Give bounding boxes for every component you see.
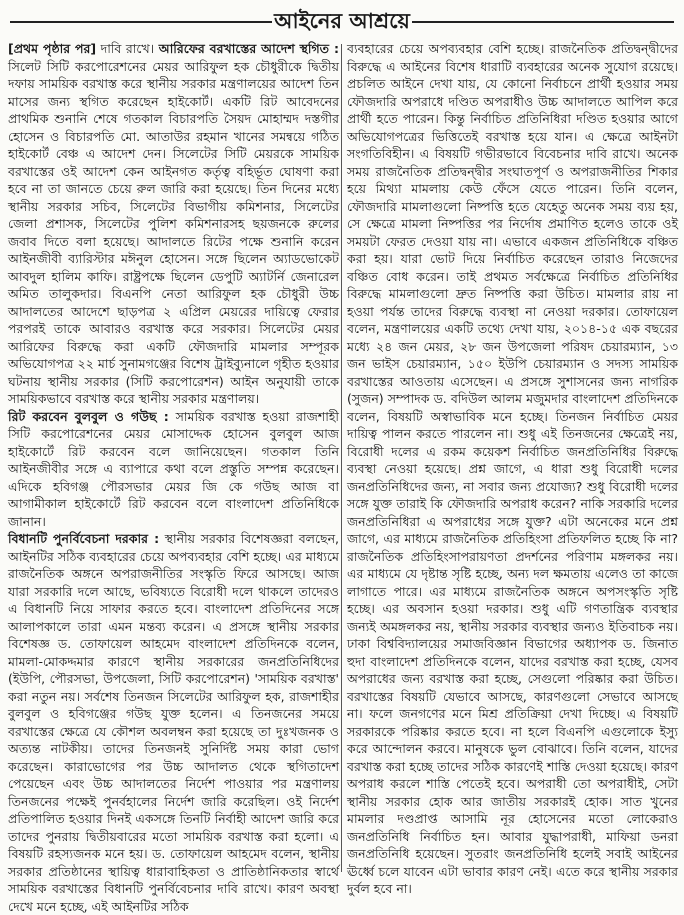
subhead-writ: রিট করবেন বুলবুল ও গউছ : xyxy=(8,408,169,424)
paragraph-writ: সাময়িক বরখাস্ত হওয়া রাজশাহী সিটি করপোরেশনের মেয়র মোসাদ্দেক হোসেন বুলবুল আজ হাইকোর্টে রিট করবেন বলে জানিয়েছেন। গতকাল তিনি আইনজীবীর সঙ্গে এ ব্যাপারে কথা বলে প্রস্তুতি সম্পন্ন করেছেন। এদিকে হবিগঞ্জ পৌরসভার মেয়র জি কে গউছ আজ বা আগামীকাল হাইকোর্টে রিট করবেন বলে বাংলাদেশ প্রতিনিধিকে জানান। xyxy=(8,408,339,529)
section-writ xyxy=(8,408,339,531)
subhead-arif-suspension-stayed: আরিফের বরখাস্তের আদেশ স্থগিত : xyxy=(158,41,339,56)
paragraph-right: ব্যবহারের চেয়ে অপব্যবহার বেশি হচ্ছে। রাজনৈতিক প্রতিদ্বন্দ্বীদের বিরুদ্ধে এ আইনের বিশেষ ধারাটি ব্যবহারের অনেক সুযোগ রয়েছে। প্রচলিত আইনে দেখা যায়, যে কোনো নির্বাচনে প্রার্থী হওয়ার সময় ফৌজদারি অপরাধে দণ্ডিত অপরাধীও উচ্চ আদালতে আপিল করে প্রার্থী হতে পারেন। কিন্তু নির্বাচিত প্রতিনিধিরা দণ্ডিত হওয়ার আগে অভিযোগপত্রের ভিত্তিতেই বরখাস্ত হয়ে যান। এ ক্ষেত্রে আইনটা সংগতিবিহীন। এ বিষয়টি গভীরভাবে বিবেচনার দাবি রাখে। অনেক সময় রাজনৈতিক প্রতিদ্বন্দ্বীর সংঘাতপূর্ণ ও অপরাজনীতির শিকার হয়ে মিথ্যা মামলায় কেউ ফেঁসে যেতে পারেন। তিনি বলেন, ফৌজদারি মামলাগুলো নিষ্পত্তি হতে যেহেতু অনেক সময় ব্যয় হয়, সে ক্ষেত্রে মামলা নিষ্পত্তির পর নির্দোষ প্রমাণিত হলেও তাকে ওই সময়টা ফেরত দেওয়া যায় না। এভাবে একজন প্রতিনিধিকে বঞ্চিত করা হয়। যারা ভোট দিয়ে নির্বাচিত করেছেন তারাও নিজেদের বঞ্চিত বোধ করেন। তাই প্রথমত সর্বক্ষেত্রে নির্বাচিত প্রতিনিধির বিরুদ্ধে মামলাগুলো দ্রুত নিষ্পত্তি করা উচিত। মামলার রায় না হওয়া পর্যন্ত তাদের বিরুদ্ধে ব্যবস্থা না নেওয়া দরকার। তোফায়েল বলেন, মন্ত্রণালয়ের একটি তথ্যে দেখা যায়, ২০১৪-১৫ এক বছরের মধ্যে ২৪ জন মেয়র, ২৮ জন উপজেলা পরিষদ চেয়ারম্যান, ১৩ জন ভাইস চেয়ারম্যান, ১৫০ ইউপি চেয়ারম্যান ও সদস্য সাময়িক বরখাস্তের আওতায় এসেছেন। এ প্রসঙ্গে সুশাসনের জন্য নাগরিক (সুজন) সম্পাদক ড. বদিউল আলম মজুমদার বাংলাদেশ প্রতিদিনকে বলেন, বিষয়টি অস্বাভাবিক মনে হচ্ছে। তিনজন নির্বাচিত মেয়র দায়িত্ব পালন করতে পারলেন না। শুধু এই তিনজনের ক্ষেত্রেই নয়, বিরোধী দলের এ রকম কয়েকশ নির্বাচিত জনপ্রতিনিধির বিরুদ্ধে ব্যবস্থা নেওয়া হয়েছে। প্রশ্ন জাগে, এ ধারা শুধু বিরোধী দলের জনপ্রতিনিধিদের জন্য, না সবার জন্য প্রযোজ্য? শুধু বিরোধী দলের সঙ্গে যুক্ত তারাই কি ফৌজদারি অপরাধ করেন? নাকি সরকারি দলের জনপ্রতিনিধিরা এ অপরাধের সঙ্গে যুক্ত? এটা অনেকের মনে প্রশ্ন জাগে, এর মাধ্যমে রাজনৈতিক প্রতিহিংসা প্রতিফলিত হচ্ছে কি না? রাজনৈতিক প্রতিহিংসাপরায়ণতা প্রদর্শনের পরিণাম মঙ্গলকর নয়। এর মাধ্যমে যে দৃষ্টান্ত সৃষ্টি হচ্ছে, অন্য দল ক্ষমতায় এলেও তা কাজে লাগাতে পারে। এর মাধ্যমে রাজনৈতিক অঙ্গনে অপসংস্কৃতি সৃষ্টি হচ্ছে। এর অবসান হওয়া দরকার। শুধু এটি গণতান্ত্রিক ব্যবস্থার জন্যই অমঙ্গলকর নয়, স্থানীয় সরকার ব্যবস্থার জন্যও ইতিবাচক নয়। ঢাকা বিশ্ববিদ্যালয়ের সমাজবিজ্ঞান বিভাগের অধ্যাপক ড. জিনাত হুদা বাংলাদেশ প্রতিদিনকে বলেন, যাদের বরখাস্ত করা হচ্ছে, যেসব অপরাধের জন্য বরখাস্ত করা হচ্ছে, সেগুলো পরিষ্কার করা উচিত। বরখাস্তের বিষয়টি যেভাবে আসছে, কারণগুলো সেভাবে আসছে না। ফলে জনগণের মনে মিশ্র প্রতিক্রিয়া দেখা দিচ্ছে। এ বিষয়টি সরকারকে পরিষ্কার করতে হবে। না হলে বিএনপি এগুলোকে ইস্যু করে আন্দোলন করবে। মানুষকে ভুল বোঝাবে। তিনি বলেন, যাদের বরখাস্ত করা হচ্ছে তাদের সঠিক কারণেই শাস্তি দেওয়া হয়েছে। কারণ অপরাধ করলে শাস্তি পেতেই হবে। অপরাধী তো অপরাধীই, সেটা স্থানীয় সরকার হোক আর জাতীয় সরকারই হোক। সাত খুনের মামলার দণ্ডপ্রাপ্ত আসামি নূর হোসেনের মতো লোকেরাও জনপ্রতিনিধি নির্বাচিত হন। আবার যুদ্ধাপরাধী, মাফিয়া ডনরা জনপ্রতিনিধি হয়েছেন। সুতরাং জনপ্রতিনিধি হলেই সবাই আইনের ঊর্ধ্বে চলে যাবেন এটা ভাবার কারণ নেই। এতে করে স্থানীয় সরকার দুর্বল হবে না। xyxy=(347,41,678,896)
section-title: আইনের আশ্রয়ে xyxy=(274,8,410,33)
paragraph-arif: সিলেট সিটি করপোরেশনের মেয়র আরিফুল হক চৌধুরীকে দ্বিতীয় দফায় সাময়িক বরখাস্ত করে স্থানীয় সরকার মন্ত্রণালয়ের আদেশ তিন মাসের জন্য স্থগিত করেছেন হাইকোর্ট। একটি রিট আবেদনের প্রাথমিক শুনানি শেষে গতকাল বিচারপতি সৈয়দ মোহাম্মদ দস্তগীর হোসেন ও বিচারপতি মো. আতাউর রহমান খানের সমন্বয়ে গঠিত হাইকোর্ট বেঞ্চ এ আদেশ দেন। সিলেটের সিটি মেয়রকে সাময়িক বরখাস্তের ওই আদেশ কেন আইনগত কর্তৃত্ব বহির্ভূত ঘোষণা করা হবে না তা জানতে চেয়ে রুল জারি করা হয়েছে। তিন দিনের মধ্যে স্থানীয় সরকার সচিব, সিলেটের বিভাগীয় কমিশনার, সিলেটের জেলা প্রশাসক, সিলেটের পুলিশ কমিশনারসহ ছয়জনকে রুলের জবাব দিতে বলা হয়েছে। আদালতে রিটের পক্ষে শুনানি করেন আইনজীবী ব্যারিস্টার মঈনুল হোসেন। সঙ্গে ছিলেন অ্যাডভোকেট আবদুল হালিম কাফি। রাষ্ট্রপক্ষে ছিলেন ডেপুটি অ্যাটর্নি জেনারেল অমিত তালুকদার। বিএনপি নেতা আরিফুল হক চৌধুরী উচ্চ আদালতের আদেশে ছাড়পত্র ২ এপ্রিল মেয়রের দায়িত্বে ফেরার পরপরই তাকে আবারও বরখাস্ত করে সরকার। সিলেটের মেয়র আরিফের বিরুদ্ধে করা একটি ফৌজদারি মামলার সম্পূরক অভিযোগপত্র ২২ মার্চ সুনামগঞ্জের বিশেষ ট্রাইব্যুনালে গৃহীত হওয়ার ঘটনায় স্থানীয় সরকার (সিটি করপোরেশন) আইন অনুযায়ী তাকে সাময়িকভাবে বরখাস্ত করে স্থানীয় সরকার মন্ত্রণালয়। xyxy=(8,58,339,406)
paragraph-reconsider: স্থানীয় সরকার বিশেষজ্ঞরা বলছেন, আইনটির সঠিক ব্যবহারের চেয়ে অপব্যবহার বেশি হচ্ছে। এর মাধ্যমে রাজনৈতিক অঙ্গনে অপরাজনীতির সংস্কৃতি ফিরে আসছে। আজ যারা সরকারি দলে আছে, ভবিষ্যতে বিরোধী দলে থাকলে তাদেরও এ বিধানটি নিয়ে সাফার করতে হবে। বাংলাদেশ প্রতিদিনের সঙ্গে আলাপকালে তারা এমন মন্তব্য করেন। এ প্রসঙ্গে স্থানীয় সরকার বিশেষজ্ঞ ড. তোফায়েল আহমেদ বাংলাদেশ প্রতিদিনকে বলেন, মামলা-মোকদ্দমার কারণে স্থানীয় সরকারের জনপ্রতিনিধিদের (ইউপি, পৌরসভা, উপজেলা, সিটি করপোরেশন) 'সাময়িক বরখাস্ত' করা নতুন নয়। সর্বশেষ তিনজন সিলেটের আরিফুল হক, রাজশাহীর বুলবুল ও হবিগঞ্জের গউছ যুক্ত হলেন। এ তিনজনের সময়ে বরখাস্তের ক্ষেত্রে যে কৌশল অবলম্বন করা হয়েছে তা দুঃখজনক ও অত্যন্ত নাটকীয়। তাদের তিনজনই সুনির্দিষ্ট সময় কারা ভোগ করেছেন। কারাভোগের পর উচ্চ আদালত থেকে স্থগিতাদেশ পেয়েছেন এবং উচ্চ আদালতের নির্দেশ পাওয়ার পর মন্ত্রণালয় তিনজনের পক্ষেই পুনর্বহালের নির্দেশ জারি করেছিল। ওই নির্দেশ প্রতিপালিত হওয়ার দিনই একসঙ্গে তিনটি নির্বাহী আদেশ জারি করে তাদের পুনরায় দ্বিতীয়বারের মতো সাময়িক বরখাস্ত করা হলো। এ বিষয়টি রহস্যজনক মনে হয়। ড. তোফায়েল আহমেদ বলেন, স্থানীয় সরকার প্রতিষ্ঠানের স্থায়িত্ব ধারাবাহিকতা ও প্রাতিষ্ঠানিকতার স্বার্থে সাময়িক বরখাস্তের বিধানটি পুনর্বিবেচনার দাবি রাখে। কারণ অবস্থা দেখে মনে হচ্ছে, এই আইনটির সঠিক xyxy=(8,531,340,914)
newspaper-page xyxy=(4,4,680,914)
continuation-tag: [প্রথম পৃষ্ঠার পর] xyxy=(8,41,97,56)
article-body-left xyxy=(8,40,339,408)
lead-text: দাবি রাখে। xyxy=(96,41,159,56)
section-reconsider xyxy=(8,530,339,915)
section-header xyxy=(4,4,680,40)
subhead-reconsider: বিধানটি পুনর্বিবেচনা দরকার : xyxy=(8,531,160,546)
left-column xyxy=(8,40,340,914)
header-rule-right xyxy=(412,21,674,23)
column-divider xyxy=(341,44,342,872)
right-column xyxy=(347,40,678,896)
header-rule-left xyxy=(10,21,272,23)
